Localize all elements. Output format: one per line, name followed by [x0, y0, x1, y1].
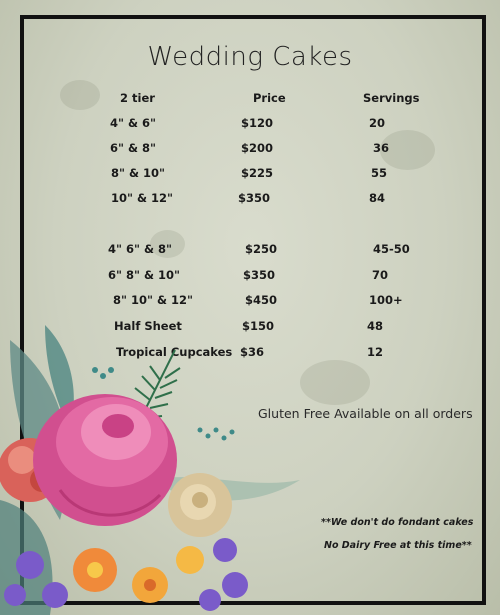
gluten-free-note: Gluten Free Available on all orders	[258, 406, 473, 421]
column-header-servings: Servings	[363, 91, 420, 105]
row-servings: 12	[367, 345, 384, 359]
row-price: $450	[245, 293, 278, 307]
column-header-price: Price	[253, 91, 286, 105]
row-servings: 48	[367, 319, 384, 333]
row-size: 4" 6" & 8"	[108, 242, 173, 256]
row-size: Half Sheet	[114, 319, 182, 333]
row-servings: 55	[371, 166, 388, 180]
row-servings: 36	[373, 141, 390, 155]
row-servings: 20	[369, 116, 386, 130]
row-price: $225	[241, 166, 274, 180]
row-price: $36	[240, 345, 265, 359]
row-price: $150	[242, 319, 275, 333]
fondant-note: **We don't do fondant cakes	[321, 517, 474, 528]
beige-rose-icon	[168, 473, 232, 537]
row-size: 8" 10" & 12"	[113, 293, 194, 307]
row-size: 6" & 8"	[110, 141, 157, 155]
row-size: 4" & 6"	[110, 116, 157, 130]
row-size: 10" & 12"	[111, 191, 174, 205]
row-price: $350	[243, 268, 276, 282]
row-price: $350	[238, 191, 271, 205]
row-servings: 84	[369, 191, 386, 205]
row-price: $120	[241, 116, 274, 130]
page-title: Wedding Cakes	[147, 42, 353, 72]
pink-rose-icon	[33, 394, 177, 526]
column-header-size: 2 tier	[120, 91, 155, 105]
row-servings: 100+	[369, 293, 403, 307]
row-servings: 45-50	[373, 242, 410, 256]
row-price: $200	[241, 141, 274, 155]
row-size: 6" 8" & 10"	[108, 268, 181, 282]
row-price: $250	[245, 242, 278, 256]
dairy-free-note: No Dairy Free at this time**	[324, 540, 472, 551]
row-size: Tropical Cupcakes	[116, 345, 233, 359]
orange-flower-icon	[73, 546, 204, 603]
row-size: 8" & 10"	[111, 166, 166, 180]
row-servings: 70	[372, 268, 389, 282]
floral-bouquet-image	[0, 320, 320, 615]
